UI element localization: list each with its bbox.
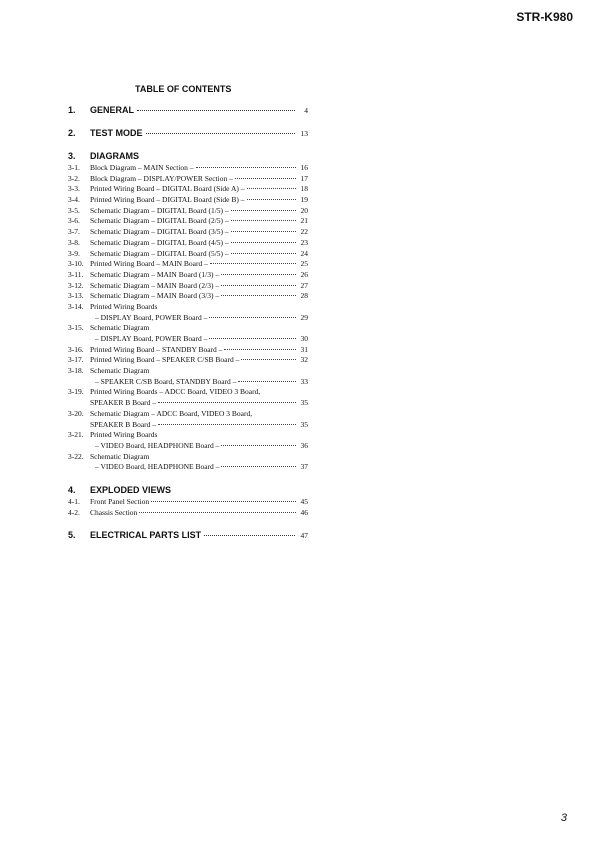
entry-title: Schematic Diagram – DIGITAL Board (1/5) – [90, 205, 229, 215]
section-title: EXPLODED VIEWS [90, 484, 172, 495]
entry-page-number: 27 [300, 280, 308, 290]
toc-section-heading[interactable] [68, 105, 308, 116]
dot-leader [231, 253, 296, 254]
dot-leader [231, 231, 296, 232]
dot-leader [139, 512, 296, 513]
toc-entry[interactable] [68, 462, 308, 473]
dot-leader [231, 242, 296, 243]
entry-number: 3-10. [68, 259, 84, 269]
page-number: 3 [560, 812, 567, 824]
entry-title: Front Panel Section [90, 496, 150, 506]
toc-entry[interactable] [68, 420, 308, 431]
dot-leader [224, 349, 296, 350]
entry-number: 3-8. [68, 237, 80, 247]
entry-title: Printed Wiring Board – STANDBY Board – [90, 344, 223, 354]
entry-title: – VIDEO Board, HEADPHONE Board – [95, 462, 220, 472]
entry-page-number: 17 [300, 173, 308, 183]
entry-number: 3-11. [68, 269, 84, 279]
entry-title: Schematic Diagram – ADCC Board, VIDEO 3 Board, [90, 408, 253, 418]
entry-page-number: 16 [300, 163, 308, 172]
dot-leader [221, 285, 296, 286]
dot-leader [231, 220, 296, 221]
entry-page-number: 18 [300, 184, 308, 194]
dot-leader [151, 501, 296, 502]
entry-page-number: 19 [300, 195, 308, 205]
entry-number: 3-9. [68, 248, 80, 258]
dot-leader [158, 402, 296, 403]
entry-title: Schematic Diagram – MAIN Board (1/3) – [90, 269, 220, 279]
entry-page-number: 20 [300, 205, 308, 215]
entry-page-number: 46 [300, 507, 308, 517]
entry-number: 3-18. [68, 366, 84, 376]
section-title: ELECTRICAL PARTS LIST [90, 530, 202, 541]
entry-number: 3-6. [68, 216, 80, 226]
dot-leader [221, 295, 296, 296]
toc-entry[interactable] [68, 238, 308, 249]
toc-entry[interactable] [68, 430, 308, 441]
toc-entry[interactable] [68, 216, 308, 227]
toc-section [68, 151, 308, 473]
entry-number: 3-2. [68, 173, 80, 183]
toc-section [68, 128, 308, 139]
entry-page-number: 21 [300, 216, 308, 226]
dot-leader [221, 445, 296, 446]
toc-entry[interactable] [68, 206, 308, 217]
toc-entry[interactable] [68, 163, 308, 174]
entry-page-number: 24 [300, 248, 308, 258]
section-page-number: 4 [304, 106, 308, 115]
entry-title: – DISPLAY Board, POWER Board – [95, 312, 208, 322]
dot-leader [221, 466, 296, 467]
entry-title: SPEAKER B Board – [90, 419, 157, 429]
entry-number: 3-7. [68, 227, 80, 237]
toc-section-heading[interactable] [68, 151, 308, 162]
entry-page-number: 23 [300, 237, 308, 247]
toc-section [68, 105, 308, 116]
entry-page-number: 33 [300, 376, 308, 386]
entry-number: 3-22. [68, 451, 84, 461]
section-page-number: 13 [300, 129, 308, 138]
dot-leader [146, 133, 295, 134]
entry-title: Schematic Diagram – DIGITAL Board (3/5) – [90, 227, 229, 237]
section-number: 2. [68, 128, 76, 138]
dot-leader [235, 178, 296, 179]
section-number: 4. [68, 484, 76, 495]
toc-entry[interactable] [68, 302, 308, 313]
entry-number: 4-2. [68, 507, 80, 517]
section-number: 3. [68, 151, 76, 161]
toc-entry[interactable] [68, 452, 308, 463]
dot-leader [247, 188, 297, 189]
entry-title: Schematic Diagram [90, 451, 150, 461]
toc-entry[interactable] [68, 387, 308, 398]
dot-leader [221, 274, 296, 275]
dot-leader [196, 167, 296, 168]
toc-entry[interactable] [68, 345, 308, 356]
toc-section-heading[interactable] [68, 128, 308, 139]
entry-page-number: 35 [300, 419, 308, 429]
entry-title: Printed Wiring Board – DIGITAL Board (Side A) – [90, 184, 245, 194]
toc-entry[interactable] [68, 174, 308, 185]
toc-entry[interactable] [68, 184, 308, 195]
dot-leader [241, 359, 296, 360]
toc-entry[interactable] [68, 227, 308, 238]
entry-title: Schematic Diagram – DIGITAL Board (5/5) – [90, 248, 229, 258]
entry-number: 3-12. [68, 280, 84, 290]
dot-leader [209, 317, 296, 318]
entry-number: 3-4. [68, 195, 80, 205]
entry-title: Printed Wiring Boards – ADCC Board, VIDEO 3 Board, [90, 387, 261, 397]
entry-number: 3-14. [68, 301, 84, 311]
entry-title: Schematic Diagram [90, 366, 150, 376]
toc-entry[interactable] [68, 291, 308, 302]
section-title: DIAGRAMS [90, 151, 139, 161]
dot-leader [247, 199, 297, 200]
entry-number: 3-19. [68, 387, 84, 397]
section-title: TEST MODE [90, 128, 143, 138]
document-model-number: STR-K980 [516, 10, 573, 24]
entry-number: 3-21. [68, 430, 84, 440]
entry-title: Printed Wiring Board – SPEAKER C/SB Board – [90, 355, 240, 365]
entry-title: Printed Wiring Boards [90, 430, 158, 440]
table-of-contents [68, 105, 308, 553]
toc-entry[interactable] [68, 249, 308, 260]
toc-entry[interactable] [68, 323, 308, 334]
section-number: 1. [68, 105, 76, 115]
entry-number: 3-15. [68, 323, 84, 333]
section-page-number: 47 [300, 531, 308, 541]
dot-leader [238, 381, 296, 382]
dot-leader [137, 110, 295, 111]
entry-title: Printed Wiring Boards [90, 301, 158, 311]
entry-title: Schematic Diagram – MAIN Board (2/3) – [90, 280, 220, 290]
entry-page-number: 30 [300, 334, 308, 343]
entry-title: Schematic Diagram – DIGITAL Board (2/5) – [90, 216, 229, 226]
entry-number: 3-3. [68, 184, 80, 194]
entry-number: 3-13. [68, 291, 84, 301]
toc-section [68, 530, 308, 541]
dot-leader [209, 338, 296, 339]
toc-section-heading[interactable] [68, 485, 308, 496]
toc-entry[interactable] [68, 270, 308, 281]
entry-page-number: 29 [300, 312, 308, 322]
dot-leader [158, 424, 296, 425]
toc-entry[interactable] [68, 497, 308, 508]
dot-leader [231, 210, 296, 211]
entry-page-number: 31 [300, 344, 308, 354]
entry-number: 3-5. [68, 205, 80, 215]
entry-title: Block Diagram – MAIN Section – [90, 163, 194, 172]
entry-number: 3-20. [68, 408, 84, 418]
toc-entry[interactable] [68, 334, 308, 345]
toc-entry[interactable] [68, 195, 308, 206]
entry-page-number: 22 [300, 227, 308, 237]
toc-section-heading[interactable] [68, 530, 308, 541]
toc-entry[interactable] [68, 366, 308, 377]
entry-title: SPEAKER B Board – [90, 398, 157, 408]
entry-title: – SPEAKER C/SB Board, STANDBY Board – [95, 376, 237, 386]
entry-page-number: 36 [300, 440, 308, 450]
entry-page-number: 28 [300, 291, 308, 301]
entry-page-number: 37 [300, 462, 308, 472]
entry-title: Schematic Diagram – MAIN Board (3/3) – [90, 291, 220, 301]
entry-page-number: 35 [300, 398, 308, 408]
entry-title: Schematic Diagram [90, 323, 150, 333]
section-title: GENERAL [90, 105, 135, 115]
toc-entry[interactable] [68, 398, 308, 409]
entry-number: 3-17. [68, 355, 84, 365]
entry-number: 4-1. [68, 496, 80, 506]
toc-title: TABLE OF CONTENTS [135, 84, 232, 94]
toc-entry[interactable] [68, 355, 308, 366]
entry-page-number: 45 [300, 496, 308, 506]
entry-number: 3-1. [68, 163, 80, 172]
section-number: 5. [68, 530, 76, 541]
entry-title: – DISPLAY Board, POWER Board – [95, 334, 208, 343]
dot-leader [204, 535, 295, 536]
entry-title: Printed Wiring Board – DIGITAL Board (Side B) – [90, 195, 245, 205]
toc-entry[interactable] [68, 313, 308, 324]
entry-page-number: 26 [300, 269, 308, 279]
toc-entry[interactable] [68, 377, 308, 388]
toc-entry[interactable] [68, 409, 308, 420]
entry-title: Printed Wiring Board – MAIN Board – [90, 259, 208, 269]
toc-entry[interactable] [68, 441, 308, 452]
toc-entry[interactable] [68, 281, 308, 292]
entry-page-number: 32 [300, 355, 308, 365]
toc-entry[interactable] [68, 259, 308, 270]
toc-section [68, 485, 308, 518]
entry-title: Schematic Diagram – DIGITAL Board (4/5) – [90, 237, 229, 247]
entry-title: – VIDEO Board, HEADPHONE Board – [95, 440, 220, 450]
entry-number: 3-16. [68, 344, 84, 354]
entry-page-number: 25 [300, 259, 308, 269]
toc-entry[interactable] [68, 508, 308, 519]
entry-title: Block Diagram – DISPLAY/POWER Section – [90, 173, 233, 183]
entry-title: Chassis Section [90, 507, 138, 517]
dot-leader [210, 263, 296, 264]
